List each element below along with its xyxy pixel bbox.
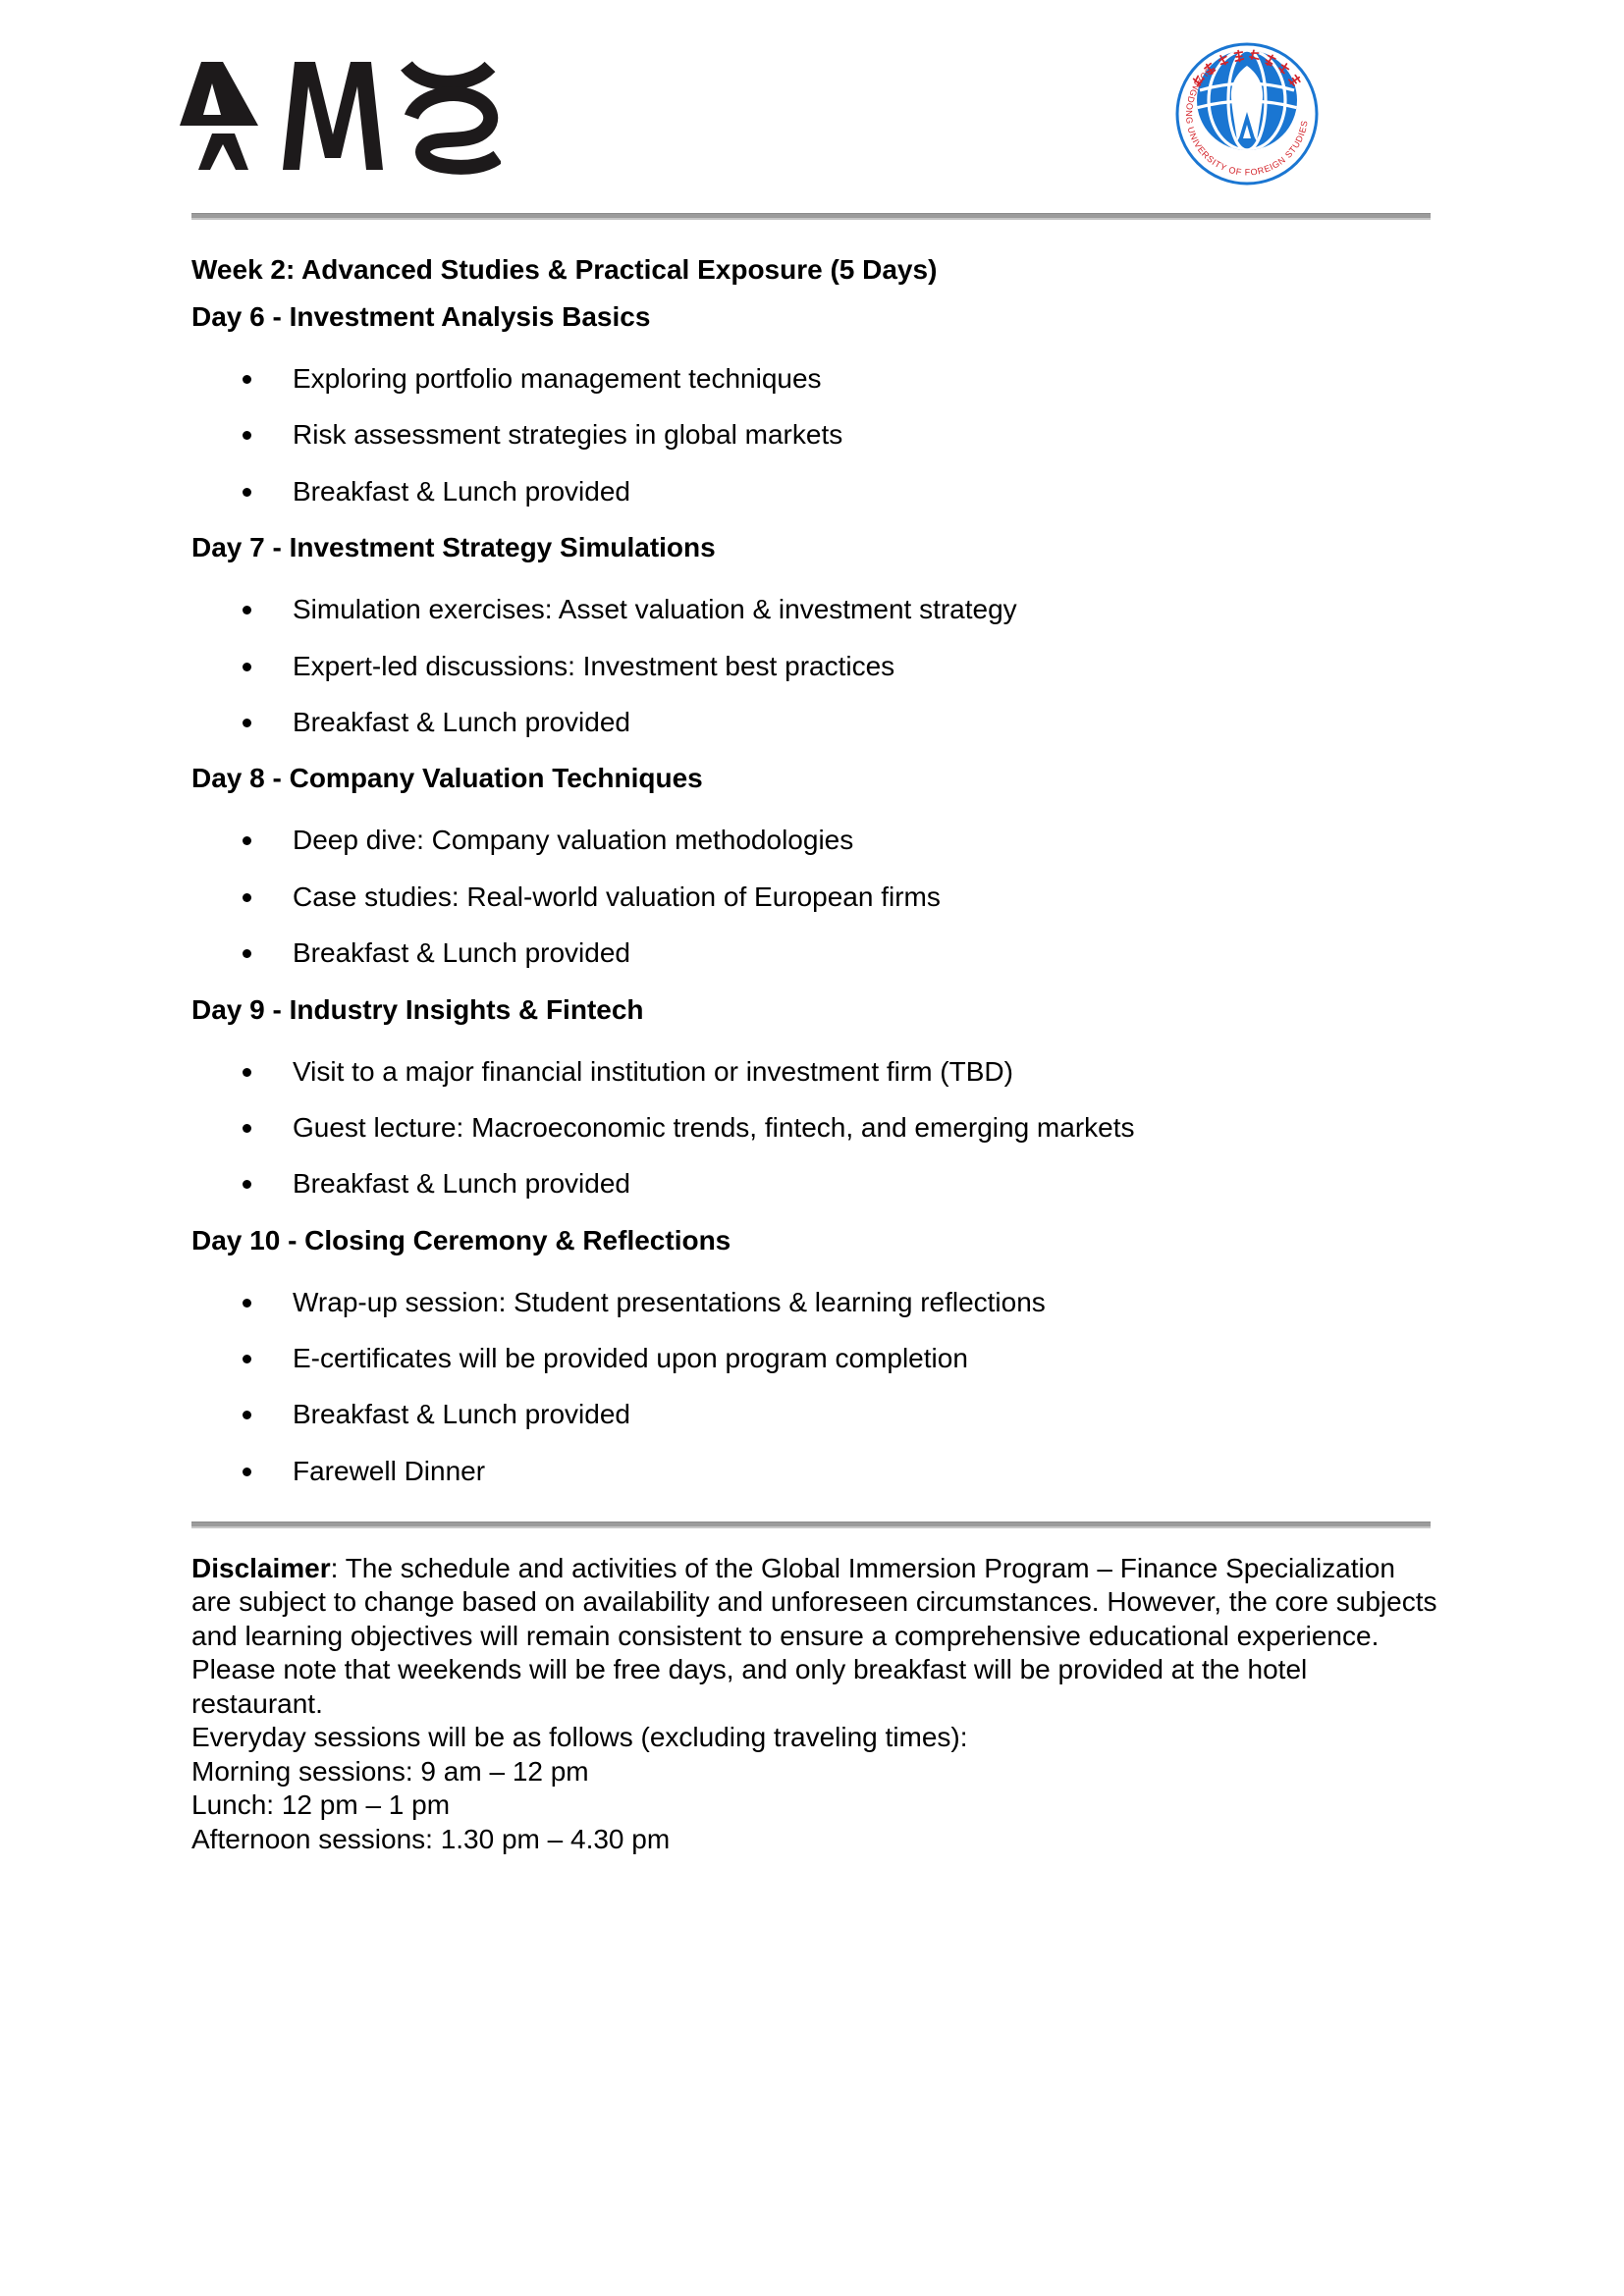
list-item <box>191 1398 1432 1431</box>
disclaimer-line: Disclaimer: The schedule and activities of the Global Immersion Program – Finance Specialization <box>191 1552 1395 1583</box>
list-item-text: Wrap-up session: Student presentations & learning reflections <box>293 1286 1046 1317</box>
bullet-list <box>191 362 1432 508</box>
bullet-icon <box>243 1124 251 1133</box>
list-item <box>191 881 1432 914</box>
bullet-icon <box>243 1411 251 1419</box>
schedule-line: Everyday sessions will be as follows (excluding traveling times): <box>191 1722 968 1753</box>
bullet-icon <box>243 488 251 497</box>
list-item-text: Farewell Dinner <box>293 1455 486 1486</box>
bullet-icon <box>243 1355 251 1363</box>
disclaimer-line: are subject to change based on availability and unforeseen circumstances. However, the core subjects <box>191 1586 1437 1618</box>
list-item-text: Breakfast & Lunch provided <box>293 475 630 507</box>
logo-letter-a-top <box>180 62 258 126</box>
list-item-text: Case studies: Real-world valuation of European firms <box>293 881 941 912</box>
day-section <box>191 1224 1432 1488</box>
bullet-icon <box>243 431 251 440</box>
bullet-list <box>191 593 1432 739</box>
seal-text: GUANGDONG UNIVERSITY OF FOREIGN STUDIES <box>1183 65 1310 178</box>
disclaimer <box>191 1552 1437 1857</box>
logo-letter-m <box>283 62 383 170</box>
list-item <box>191 1286 1432 1319</box>
list-item <box>191 650 1432 683</box>
day-section <box>191 993 1432 1201</box>
list-item-text: E-certificates will be provided upon program completion <box>293 1343 968 1374</box>
week-heading: Week 2: Advanced Studies & Practical Exposure (5 Days) <box>191 254 938 285</box>
bullet-icon <box>243 1068 251 1077</box>
list-item <box>191 824 1432 857</box>
list-item-text: Exploring portfolio management techniques <box>293 363 822 394</box>
horizontal-rule-top <box>191 213 1431 220</box>
day-section <box>191 300 1432 508</box>
list-item <box>191 475 1432 508</box>
list-item-text: Breakfast & Lunch provided <box>293 706 630 737</box>
list-item <box>191 1342 1432 1375</box>
ams-logo-icon <box>180 59 501 177</box>
disclaimer-line: Please note that weekends will be free days, and only breakfast will be provided at the hotel <box>191 1654 1308 1685</box>
day-section <box>191 762 1432 970</box>
list-item-text: Guest lecture: Macroeconomic trends, fintech, and emerging markets <box>293 1111 1135 1143</box>
bullet-list <box>191 1055 1432 1201</box>
logo-breve <box>406 66 490 82</box>
bullet-icon <box>243 719 251 727</box>
schedule-line-lunch: Lunch: 12 pm – 1 pm <box>191 1789 451 1821</box>
day-section <box>191 531 1432 739</box>
list-item <box>191 1455 1432 1488</box>
list-item <box>191 1167 1432 1201</box>
list-item-text: Expert-led discussions: Investment best practices <box>293 650 895 681</box>
list-item <box>191 936 1432 970</box>
bullet-icon <box>243 375 251 384</box>
list-item-text: Breakfast & Lunch provided <box>293 937 630 969</box>
list-item-text: Breakfast & Lunch provided <box>293 1399 630 1430</box>
bullet-icon <box>243 1299 251 1308</box>
list-item <box>191 593 1432 626</box>
list-item <box>191 706 1432 739</box>
disclaimer-label: Disclaimer <box>191 1552 331 1583</box>
day-heading: Day 7 - Investment Strategy Simulations <box>191 532 716 563</box>
bullet-list <box>191 824 1432 970</box>
day-heading: Day 6 - Investment Analysis Basics <box>191 301 651 332</box>
bullet-list <box>191 1286 1432 1488</box>
list-item-text: Risk assessment strategies in global markets <box>293 419 843 451</box>
list-item <box>191 1111 1432 1145</box>
disclaimer-line: restaurant. <box>191 1687 323 1719</box>
list-item <box>191 1055 1432 1089</box>
horizontal-rule-bottom <box>191 1522 1431 1528</box>
bullet-icon <box>243 606 251 614</box>
schedule-line-morning: Morning sessions: 9 am – 12 pm <box>191 1755 589 1787</box>
day-heading: Day 9 - Industry Insights & Fintech <box>191 993 644 1025</box>
bullet-icon <box>243 663 251 671</box>
day-heading: Day 8 - Company Valuation Techniques <box>191 763 703 794</box>
schedule-line-afternoon: Afternoon sessions: 1.30 pm – 4.30 pm <box>191 1823 671 1854</box>
document-content <box>191 253 1437 1856</box>
disclaimer-line: and learning objectives will remain consistent to ensure a comprehensive educational experience. <box>191 1620 1380 1651</box>
bullet-icon <box>243 1468 251 1476</box>
list-item-text: Breakfast & Lunch provided <box>293 1168 630 1200</box>
logo-letter-a-caret <box>198 133 248 170</box>
list-item <box>191 362 1432 396</box>
list-item <box>191 418 1432 452</box>
bullet-icon <box>243 893 251 902</box>
day-heading: Day 10 - Closing Ceremony & Reflections <box>191 1224 731 1255</box>
university-logo-icon <box>1172 39 1322 188</box>
bullet-icon <box>243 836 251 845</box>
list-item-text: Deep dive: Company valuation methodologies <box>293 825 854 856</box>
list-item-text: Simulation exercises: Asset valuation & investment strategy <box>293 594 1017 625</box>
list-item-text: Visit to a major financial institution or investment firm (TBD) <box>293 1055 1013 1087</box>
logo-letter-s <box>411 94 498 168</box>
bullet-icon <box>243 1180 251 1189</box>
bullet-icon <box>243 949 251 958</box>
